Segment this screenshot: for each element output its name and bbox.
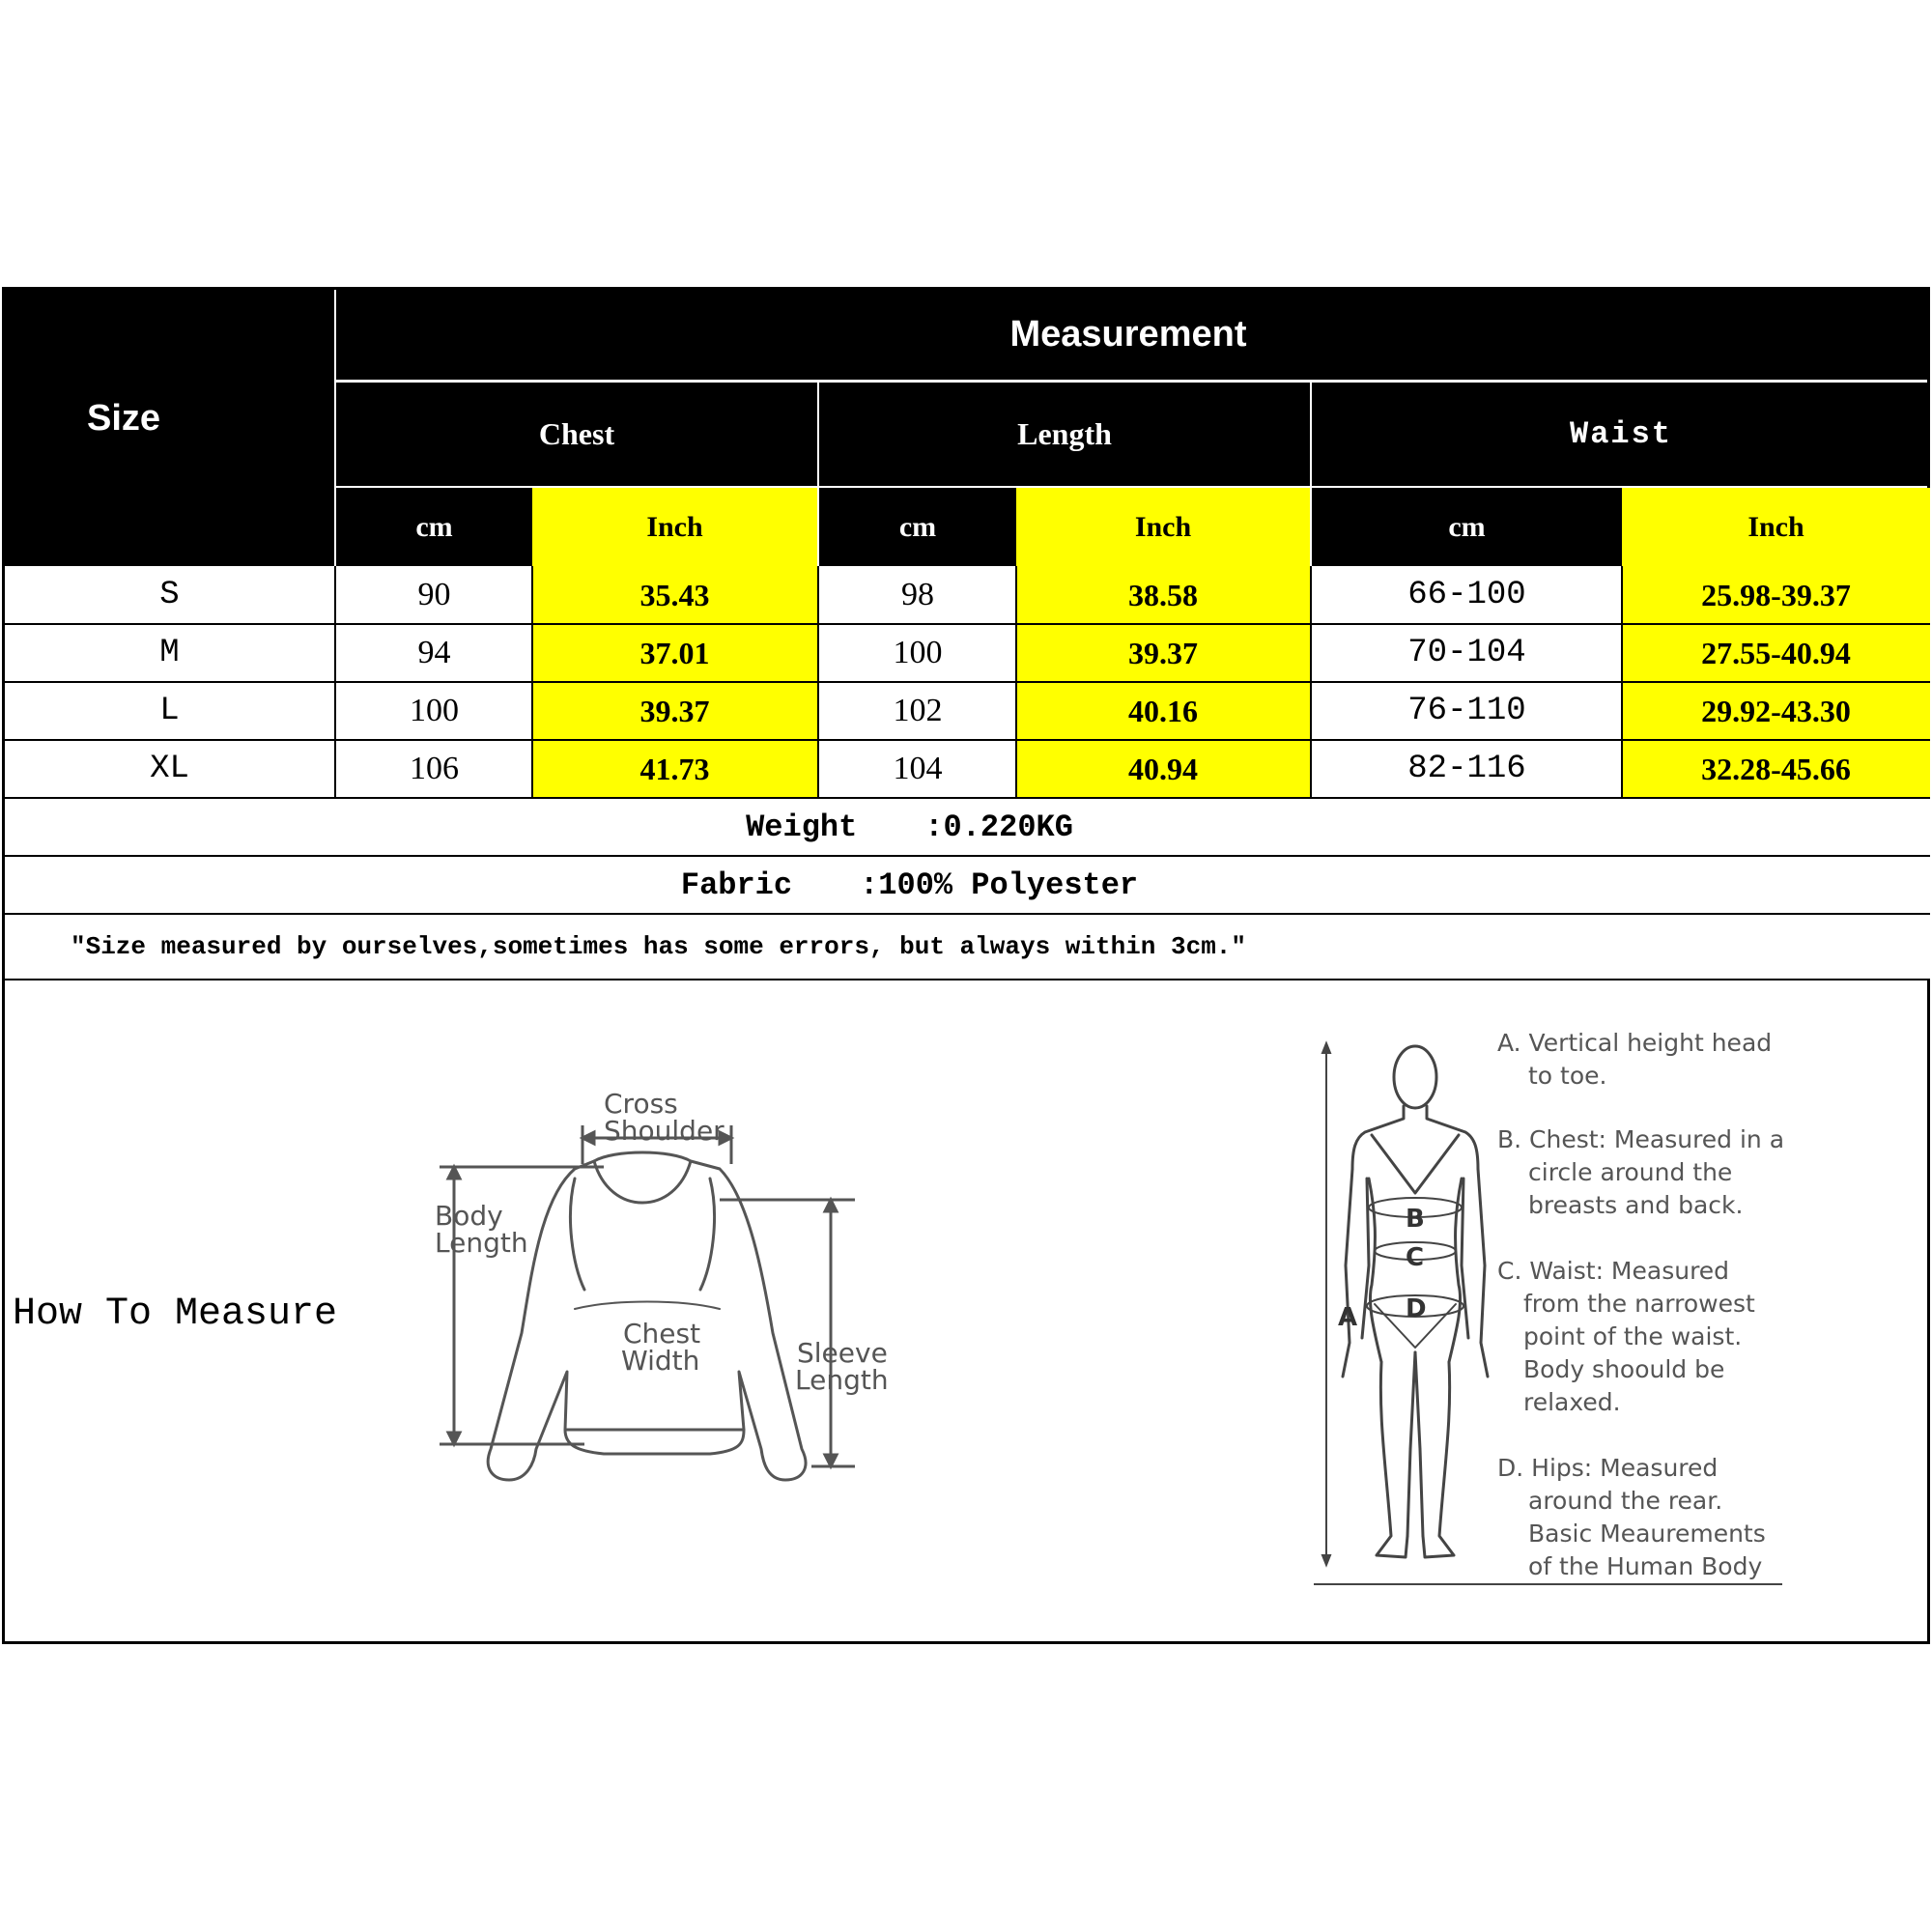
size-cell: S — [5, 566, 334, 624]
waist-inch-cell: 29.92-43.30 — [1622, 682, 1930, 740]
size-cell: XL — [5, 740, 334, 798]
chest-cm-cell: 90 — [336, 566, 532, 624]
waist-cm-cell: 66-100 — [1312, 566, 1622, 624]
waist-group-header: Waist — [1312, 383, 1930, 486]
waist-inch-cell: 25.98-39.37 — [1622, 566, 1930, 624]
unit-header-length-inch: Inch — [1016, 488, 1310, 566]
length-cm-cell: 98 — [819, 566, 1016, 624]
length-cm-cell: 100 — [819, 624, 1016, 682]
note-c-1: C. Waist: Measured — [1497, 1257, 1730, 1285]
chest-inch-cell: 35.43 — [532, 566, 817, 624]
note-d-1: D. Hips: Measured — [1497, 1454, 1719, 1482]
fabric-label: Fabric — [680, 867, 793, 903]
unit-header-chest-cm: cm — [336, 488, 532, 566]
chest-width-label: Chest — [623, 1318, 701, 1350]
fabric-row — [5, 857, 1930, 913]
chest-cm-cell: 100 — [336, 682, 532, 740]
unit-header-chest-inch: Inch — [532, 488, 817, 566]
note-c-5: relaxed. — [1523, 1388, 1621, 1416]
shirt-measure-diagram — [430, 1082, 894, 1526]
note-c-2: from the narrowest — [1523, 1290, 1755, 1318]
chest-inch-cell: 39.37 — [532, 682, 817, 740]
waist-inch-cell: 27.55-40.94 — [1622, 624, 1930, 682]
cross-shoulder-label-2: Shoulder — [604, 1115, 724, 1147]
waist-cm-cell: 82-116 — [1312, 740, 1622, 798]
unit-header-length-cm: cm — [819, 488, 1016, 566]
marker-a: A — [1338, 1303, 1358, 1332]
note-d-3: Basic Meaurements — [1528, 1520, 1766, 1548]
cross-shoulder-label: Cross — [604, 1088, 678, 1120]
marker-c: C — [1406, 1243, 1425, 1272]
body-length-label-2: Length — [435, 1227, 528, 1259]
note-d-2: around the rear. — [1528, 1487, 1723, 1515]
sleeve-length-label: Sleeve — [797, 1337, 888, 1369]
note-b-2: circle around the — [1528, 1158, 1733, 1186]
chest-width-label-2: Width — [621, 1345, 700, 1377]
length-inch-cell: 40.94 — [1016, 740, 1310, 798]
length-inch-cell: 38.58 — [1016, 566, 1310, 624]
chest-cm-cell: 94 — [336, 624, 532, 682]
note-a-2: to toe. — [1528, 1062, 1607, 1090]
chest-cm-cell: 106 — [336, 740, 532, 798]
note-c-3: point of the waist. — [1523, 1322, 1743, 1350]
chest-inch-cell: 37.01 — [532, 624, 817, 682]
length-cm-cell: 104 — [819, 740, 1016, 798]
size-header: Size — [5, 290, 334, 566]
size-cell: L — [5, 682, 334, 740]
chest-inch-cell: 41.73 — [532, 740, 817, 798]
size-chart — [2, 287, 1930, 1644]
marker-b: B — [1406, 1205, 1425, 1234]
waist-inch-cell: 32.28-45.66 — [1622, 740, 1930, 798]
size-cell: M — [5, 624, 334, 682]
note-d-4: of the Human Body — [1528, 1552, 1763, 1580]
waist-cm-cell: 76-110 — [1312, 682, 1622, 740]
unit-header-waist-inch: Inch — [1622, 488, 1930, 566]
measurement-header: Measurement — [336, 290, 1930, 380]
chest-group-header: Chest — [336, 383, 817, 486]
length-group-header: Length — [819, 383, 1310, 486]
body-length-label: Body — [435, 1200, 503, 1232]
length-inch-cell: 39.37 — [1016, 624, 1310, 682]
note-b-1: B. Chest: Measured in a — [1497, 1125, 1785, 1153]
note-b-3: breasts and back. — [1528, 1191, 1744, 1219]
waist-cm-cell: 70-104 — [1312, 624, 1622, 682]
note-a-1: A. Vertical height head — [1497, 1029, 1773, 1057]
fabric-value: :100% Polyester — [860, 867, 1139, 903]
note-c-4: Body shoould be — [1523, 1355, 1725, 1383]
length-cm-cell: 102 — [819, 682, 1016, 740]
size-note: "Size measured by ourselves,sometimes has some errors, but always within 3cm." — [5, 915, 1930, 979]
length-inch-cell: 40.16 — [1016, 682, 1310, 740]
body-measure-diagram — [1299, 1014, 1879, 1594]
unit-header-waist-cm: cm — [1312, 488, 1622, 566]
weight-value: :0.220KG — [924, 809, 1073, 845]
how-to-measure-label: How To Measure — [13, 1275, 399, 1352]
marker-d: D — [1406, 1294, 1427, 1323]
weight-row — [5, 799, 1930, 855]
weight-label: Weight — [746, 809, 858, 845]
sleeve-length-label-2: Length — [795, 1364, 889, 1396]
